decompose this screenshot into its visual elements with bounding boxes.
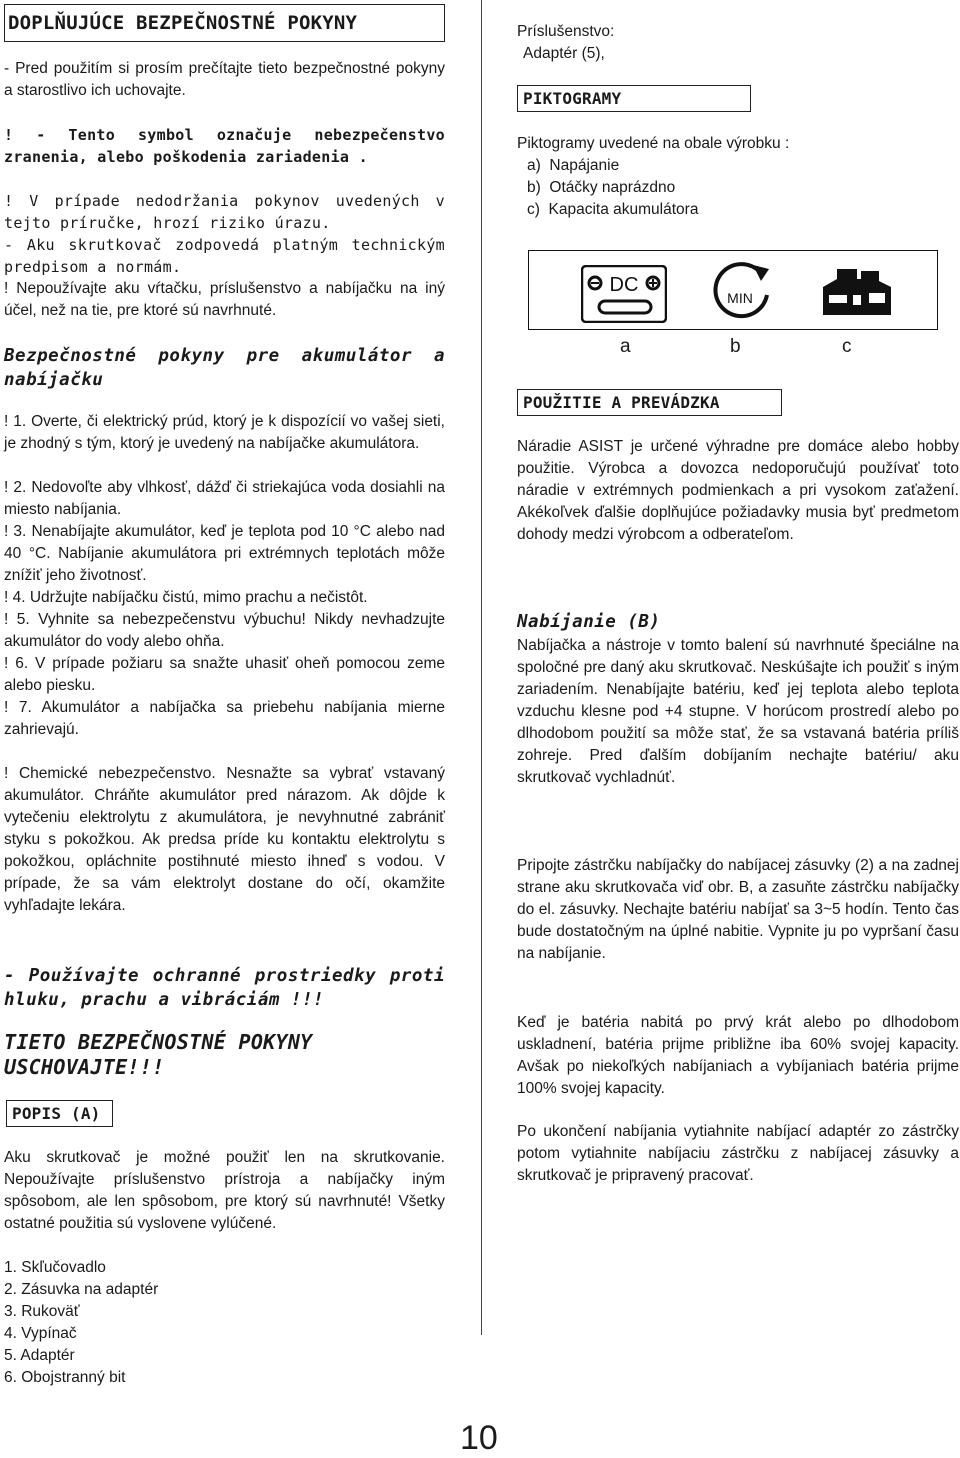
popis-heading: POPIS (A) bbox=[6, 1100, 113, 1127]
battery-item-7: ! 7. Akumulátor a nabíjačka sa priebehu nabíjania mierne zahrievajú. bbox=[4, 699, 445, 738]
battery-item-3: ! 3. Nenabíjajte akumulátor, keď je teplota pod 10 °C alebo nad 40 °C. Nabíjanie akumulátora pri extrémnych teplotách môže znížiť jeho životnosť. bbox=[4, 523, 445, 584]
popis-text: Aku skrutkovač je možné použiť len na skrutkovanie. Nepoužívajte príslušenstvo prístroja a nabíjačky iným spôsobom, ale len spôsobom, pre ktorý sú navrhnuté! Všetky ostatné použitia sú vyslovene vylúčené. bbox=[4, 1149, 445, 1232]
charging-paragraph-1: Nabíjačka a nástroje v tomto balení sú navrhnuté špeciálne na spoločné pre daný aku skrutkovač. Neskúšajte ich použiť s iným zariadením. Nenabíjajte batériu, keď jej teplota alebo teplota vzduchu klesne pod +4 stupne. V horúcom prostredí alebo po dlhodobom použití sa môže stať, že sa vstavaná batéria príliš zohreje. Pred ďalším dobíjaním nechajte batériu/ aku skrutkovač vychladnúť. bbox=[517, 637, 959, 786]
charging-paragraph-2: Pripojte zástrčku nabíjačky do nabíjacej zásuvky (2) a na zadnej strane aku skrutkovača viď obr. B, a zasuňte zástrčku nabíjačky do el. zásuvky. Nechajte batériu nabíjať sa 3~5 hodín. Tento čas bude dostatočným na úplné nabitie. Vypnite ju po vypršaní času na nabíjanie. bbox=[517, 857, 959, 962]
list-item: 1. Skľučovadlo bbox=[4, 1259, 106, 1276]
battery-item-2: ! 2. Nedovoľte aby vlhkosť, dážď či striekajúca voda dosiahli na miesto nabíjania. bbox=[4, 479, 445, 518]
pictogram-item-c: c) Kapacita akumulátora bbox=[527, 201, 699, 218]
chemical-hazard-text: ! Chemické nebezpečenstvo. Nesnažte sa vybrať vstavaný akumulátor. Chráňte akumulátor pred nárazom. Ak dôjde k vytečeniu elektrolytu z akumulátora, je nevyhnutné zabrániť styku s pokožkou. Ak predsa príde ku kontaktu elektrolytu s pokožkou, opláchnite postihnuté miesto ihneď s vodou. V prípade, že sa vám elektrolyt dostane do očí, okamžite vyhľadajte lekára. bbox=[4, 765, 445, 914]
warning-3: ! Nepoužívajte aku vŕtačku, príslušenstvo a nabíjačku na iný účel, než na tie, pre ktoré sú navrhnuté. bbox=[4, 280, 445, 319]
intro-text: - Pred použitím si prosím prečítajte tieto bezpečnostné pokyny a starostlivo ich uchovajte. bbox=[4, 60, 445, 99]
column-divider bbox=[481, 0, 482, 1335]
battery-item-4: ! 4. Udržujte nabíjačku čistú, mimo prachu a nečistôt. bbox=[4, 589, 368, 606]
usage-text: Náradie ASIST je určené výhradne pre domáce alebo hobby použitie. Výrobca a dovozca nedoporučujú používať toto náradie v extrémnych podmienkach a pri vysokom zaťažení. Akékoľvek ďalšie doplňujúce požiadavky musia byť predmetom dohody medzi výrobcom a odberateľom. bbox=[517, 438, 959, 543]
page-number: 10 bbox=[460, 1419, 498, 1457]
pictogram-label-c: c bbox=[842, 336, 852, 357]
parts-list bbox=[4, 1257, 158, 1389]
accessories-label: Príslušenstvo: bbox=[517, 23, 615, 40]
dc-power-icon bbox=[581, 265, 667, 323]
list-item: 4. Vypínač bbox=[4, 1325, 77, 1342]
accessories-value: Adaptér (5), bbox=[523, 45, 605, 62]
pictogram-box bbox=[528, 250, 938, 330]
battery-item-6: ! 6. V prípade požiaru sa snažte uhasiť oheň pomocou zeme alebo piesku. bbox=[4, 655, 445, 694]
keep-instructions-heading: TIETO BEZPEČNOSTNÉ POKYNY USCHOVAJTE!!! bbox=[4, 1030, 313, 1079]
safety-heading: DOPLŇUJÚCE BEZPEČNOSTNÉ POKYNY bbox=[4, 4, 445, 42]
battery-safety-heading: Bezpečnostné pokyny pre akumulátor a nabíjačku bbox=[4, 346, 445, 390]
list-item: 5. Adaptér bbox=[4, 1347, 75, 1364]
symbol-note: ! - Tento symbol označuje nebezpečenstvo zranenia, alebo poškodenia zariadenia . bbox=[4, 126, 445, 166]
list-item: 3. Rukoväť bbox=[4, 1303, 80, 1320]
charging-heading: Nabíjanie (B) bbox=[517, 612, 661, 632]
pictogram-item-b: b) Otáčky naprázdno bbox=[527, 179, 676, 196]
warning-1: ! V prípade nedodržania pokynov uvedených v tejto príručke, hrozí riziko úrazu. bbox=[4, 192, 445, 232]
dc-icon-label: DC bbox=[609, 274, 639, 296]
battery-item-5: ! 5. Vyhnite sa nebezpečenstvu výbuchu! Nikdy nevhadzujte akumulátor do vody alebo ohňa. bbox=[4, 611, 445, 650]
list-item: 6. Obojstranný bit bbox=[4, 1369, 126, 1386]
rpm-icon bbox=[709, 261, 775, 325]
battery-item-1: ! 1. Overte, či elektrický prúd, ktorý je k dispozícií vo vašej sieti, je zhodný s tým, ktorý je uvedený na nabíjačke akumulátora. bbox=[4, 413, 445, 452]
warning-2: - Aku skrutkovač zodpovedá platným technickým predpisom a normám. bbox=[4, 236, 445, 276]
min-icon-label: MIN bbox=[727, 290, 753, 306]
charging-paragraph-3: Keď je batéria nabitá po prvý krát alebo po dlhodobom uskladnení, batéria prijme približne iba 60% svojej kapacity. Avšak po niekoľkých nabíjaniach a vybíjaniach batéria prijme 100% svojej kapacity. bbox=[517, 1014, 959, 1097]
pictogram-item-a: a) Napájanie bbox=[527, 157, 620, 174]
pictograms-heading: PIKTOGRAMY bbox=[517, 85, 751, 112]
battery-icon bbox=[817, 265, 897, 321]
pictogram-label-b: b bbox=[730, 336, 741, 357]
usage-heading: POUŽITIE A PREVÁDZKA bbox=[517, 389, 782, 416]
list-item: 2. Zásuvka na adaptér bbox=[4, 1281, 159, 1298]
protective-equipment-note: - Používajte ochranné prostriedky proti hluku, prachu a vibráciám !!! bbox=[4, 966, 445, 1010]
pictograms-intro: Piktogramy uvedené na obale výrobku : bbox=[517, 135, 790, 152]
pictogram-label-a: a bbox=[620, 336, 631, 357]
charging-paragraph-4: Po ukončení nabíjania vytiahnite nabíjací adaptér zo zástrčky potom vytiahnite nabíjaciu zástrčku z nabíjacej zásuvky a skrutkovač je pripravený pracovať. bbox=[517, 1123, 959, 1184]
